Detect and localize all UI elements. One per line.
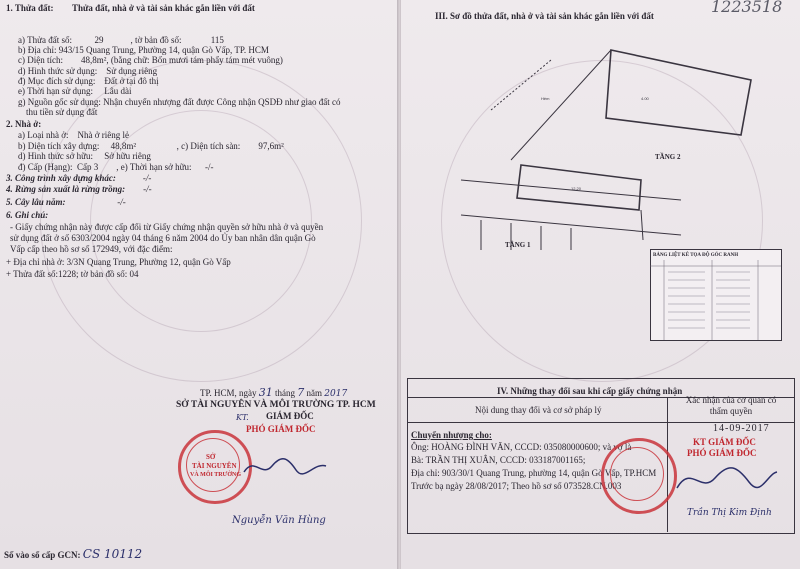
kt-label: KT.: [236, 413, 249, 422]
parcel-diagram: [421, 40, 791, 255]
book-number: Số vào sổ cấp GCN: CS 10112: [4, 547, 143, 561]
stamp-text: TÀI NGUYÊN: [192, 462, 237, 470]
section-3-title: III. Sơ đồ thửa đất, nhà ở và tài sản khác gắn liền với đất: [435, 11, 654, 21]
floor-1-label: TẦNG 1: [505, 241, 531, 249]
origin-row: g) Nguồn gốc sử dụng: Nhận chuyển nhượng đất được Công nhận QSDĐ như giao đất có: [18, 97, 341, 107]
svg-text:4.00: 4.00: [641, 96, 649, 101]
section-1-heading-extra: Thửa đất, nhà ở và tài sản khác gắn liền với đất: [72, 3, 255, 13]
note-line: Vấp cấp theo hồ sơ số 172949, với đặc điểm:: [10, 244, 173, 254]
director-title: GIÁM ĐỐC: [266, 411, 314, 421]
official-stamp-inner: [610, 447, 664, 501]
section-4-row: 4. Rừng sản xuất là rừng trồng: -/-: [6, 184, 152, 194]
transfer-line: Địa chỉ: 903/30/1 Quang Trung, phường 14, quận Gò Vấp, TP.HCM: [411, 468, 657, 478]
transfer-line: Bà: TRẦN THỊ XUÂN, CCCD: 033187001165;: [411, 455, 586, 465]
section-6-title: 6. Ghi chú:: [6, 210, 49, 220]
svg-text:12.20: 12.20: [571, 186, 582, 191]
note-line: sử dụng đất ở số 6303/2004 ngày 04 tháng 6 năm 2004 do Ủy ban nhân dân quận Gò: [10, 233, 316, 243]
issue-date: TP. HCM, ngày 31 tháng 7 năm 2017: [200, 386, 348, 399]
section-2-title: 2. Nhà ở:: [6, 119, 42, 129]
parcel-number-row: a) Thửa đất số: 29 , tờ bản đồ số: 115: [18, 35, 224, 45]
signer-name: Nguyễn Văn Hùng: [232, 515, 326, 526]
address-row: b) Địa chỉ: 943/15 Quang Trung, Phường 14, quận Gò Vấp, TP. HCM: [18, 45, 269, 55]
stamp-text: SỞ: [206, 453, 216, 461]
column-header-confirm: Xác nhận của cơ quan có thẩm quyền: [685, 395, 777, 416]
deputy-title: PHÓ GIÁM ĐỐC: [246, 424, 316, 434]
left-page: [0, 0, 398, 569]
coordinate-table-title: BẢNG LIỆT KÊ TỌA ĐỘ GÓC RANH: [653, 253, 739, 258]
ownership-row: d) Hình thức sở hữu: Sở hữu riêng: [18, 151, 151, 161]
transfer-line: Ông: HOÀNG ĐÌNH VĂN, CCCD: 035080000600; và vợ là: [411, 442, 632, 452]
origin-row-cont: thu tiền sử dụng đất: [26, 107, 98, 117]
coordinate-table-grid: [650, 260, 781, 340]
stamp-text: VÀ MÔI TRƯỜNG: [190, 472, 241, 478]
grade-row: đ) Cấp (Hạng): Cấp 3 , e) Thời hạn sở hữu: -/-: [18, 162, 214, 172]
signature: [240, 448, 330, 488]
section-3-row: 3. Công trình xây dựng khác: -/-: [6, 173, 152, 183]
confirm-signer: Trần Thị Kim Định: [687, 508, 772, 518]
right-page: [401, 0, 800, 569]
usage-purpose-row: đ) Mục đích sử dụng: Đất ở tại đô thị: [18, 76, 159, 86]
section-5-row: 5. Cây lâu năm: -/-: [6, 197, 126, 207]
section-1-title: 1. Thửa đất:: [6, 3, 54, 13]
usage-term-row: e) Thời hạn sử dụng: Lâu dài: [18, 86, 132, 96]
usage-form-row: d) Hình thức sử dụng: Sử dụng riêng: [18, 66, 158, 76]
column-header-content: Nội dung thay đổi và cơ sở pháp lý: [475, 405, 602, 415]
corner-number: 1223518: [711, 0, 783, 16]
build-area-row: b) Diện tích xây dựng: 48,8m² , c) Diện tích sàn: 97,6m²: [18, 141, 284, 151]
note-line: + Thửa đất số:1228; tờ bản đồ số: 04: [6, 269, 139, 279]
transfer-title: Chuyển nhượng cho:: [411, 430, 492, 440]
floor-2-label: TẦNG 2: [655, 153, 681, 161]
note-line: + Địa chỉ nhà ở: 3/3N Quang Trung, Phường 12, quận Gò Vấp: [6, 257, 231, 267]
svg-text:Hẻm: Hẻm: [541, 96, 550, 101]
agency-name: SỞ TÀI NGUYÊN VÀ MÔI TRƯỜNG TP. HCM: [176, 400, 376, 410]
signature: [671, 458, 781, 503]
transfer-line: Trước bạ ngày 28/08/2017; Theo hồ sơ số 073528.CN.003: [411, 481, 622, 491]
confirm-kt: KT GIÁM ĐỐC: [693, 437, 756, 447]
area-row: c) Diện tích: 48,8m², (bằng chữ: Bốn mươi tám phẩy tám mét vuông): [18, 55, 283, 65]
confirm-deputy: PHÓ GIÁM ĐỐC: [687, 448, 757, 458]
note-line: - Giấy chứng nhận này được cấp đổi từ Giấy chứng nhận quyền sở hữu nhà ở và quyền: [10, 222, 324, 232]
house-type-row: a) Loại nhà ở: Nhà ở riêng lẻ: [18, 130, 129, 140]
section-4-title: IV. Những thay đổi sau khi cấp giấy chứng nhận: [497, 386, 683, 396]
confirm-date: 14-09-2017: [713, 423, 770, 434]
